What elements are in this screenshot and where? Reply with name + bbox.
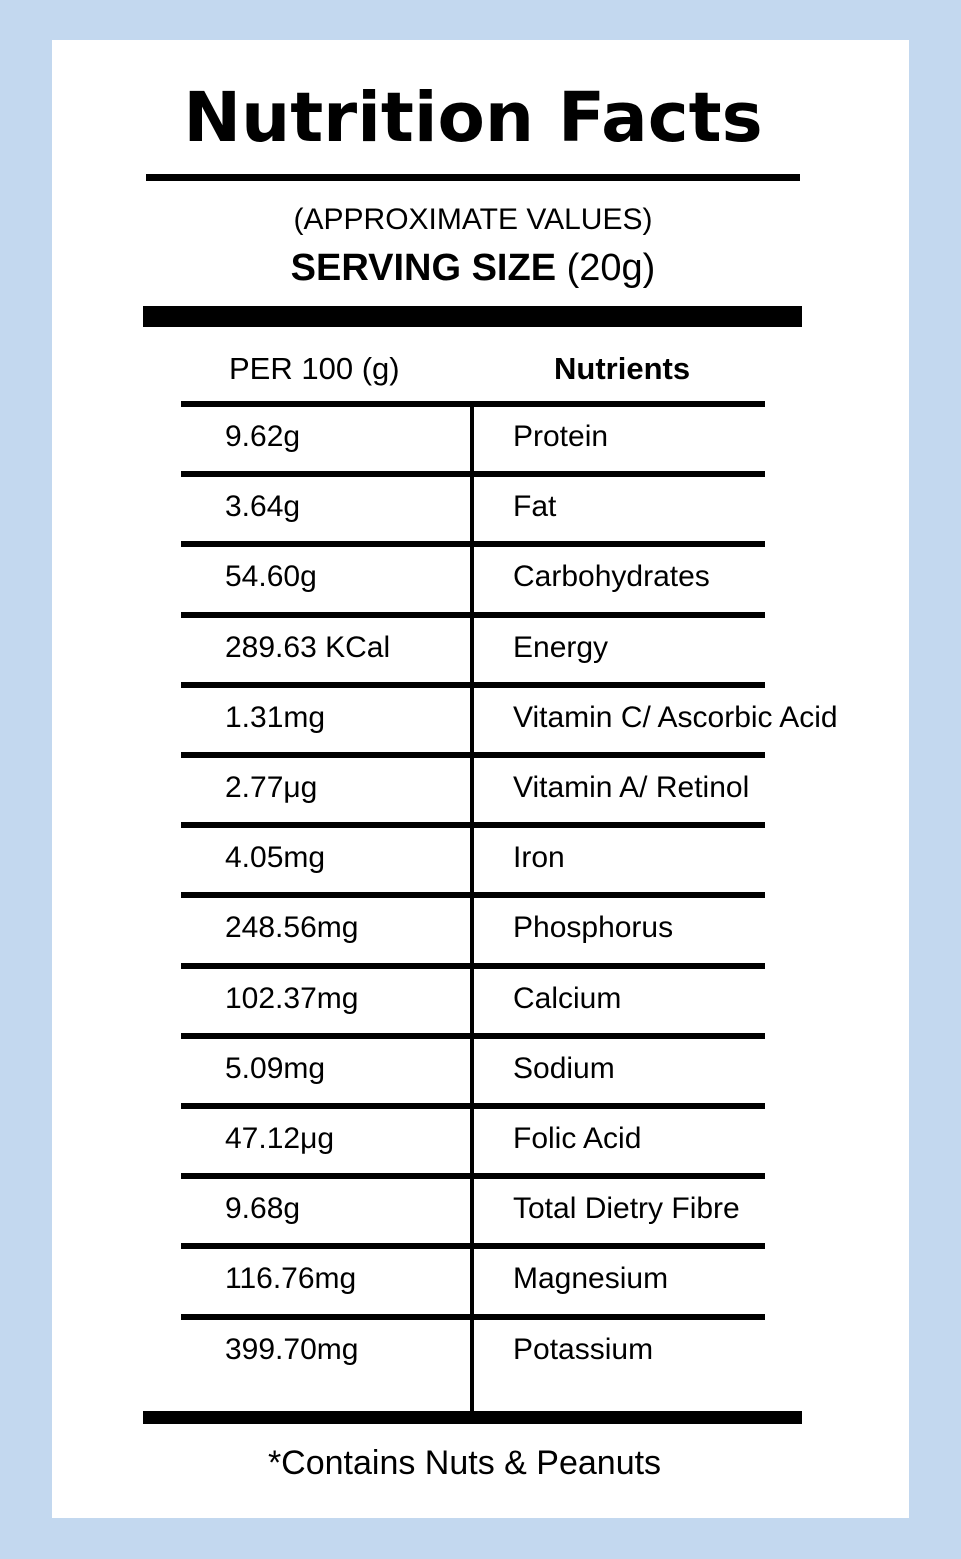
row-amount: 5.09mg (225, 1052, 326, 1085)
row-amount: 116.76mg (225, 1262, 357, 1295)
row-amount: 47.12μg (225, 1122, 335, 1155)
row-nutrient: Energy (513, 631, 609, 664)
row-nutrient: Vitamin A/ Retinol (513, 771, 750, 804)
bottom-rule (143, 1411, 802, 1424)
row-amount: 2.77μg (225, 771, 318, 804)
row-amount: 4.05mg (225, 841, 326, 874)
column-header-nutrient: Nutrients (554, 351, 691, 386)
column-header-amount: PER 100 (g) (229, 351, 400, 386)
serving-rule (143, 306, 802, 327)
row-amount: 289.63 KCal (225, 631, 391, 664)
allergen-note: *Contains Nuts & Peanuts (267, 1444, 662, 1482)
row-nutrient: Potassium (513, 1333, 654, 1366)
row-nutrient: Sodium (513, 1052, 615, 1085)
row-amount: 399.70mg (225, 1333, 359, 1366)
row-amount: 248.56mg (225, 911, 359, 944)
row-nutrient: Magnesium (513, 1262, 669, 1295)
row-nutrient: Phosphorus (513, 911, 674, 944)
row-nutrient: Folic Acid (513, 1122, 642, 1155)
serving-size-label: SERVING SIZE (290, 247, 557, 289)
row-nutrient: Vitamin C/ Ascorbic Acid (513, 701, 838, 734)
serving-size (0, 246, 946, 290)
title-rule (146, 174, 800, 181)
row-amount: 1.31mg (225, 701, 326, 734)
approximate-values-note: (APPROXIMATE VALUES) (293, 203, 653, 236)
row-nutrient: Iron (513, 841, 565, 874)
row-amount: 54.60g (225, 560, 317, 593)
row-nutrient: Protein (513, 420, 609, 453)
label-title: Nutrition Facts (183, 78, 763, 158)
row-amount: 9.68g (225, 1192, 301, 1225)
row-nutrient: Fat (513, 490, 557, 523)
row-amount: 3.64g (225, 490, 301, 523)
row-amount: 9.62g (225, 420, 301, 453)
row-nutrient: Calcium (513, 982, 622, 1015)
row-amount: 102.37mg (225, 982, 359, 1015)
column-divider (470, 404, 474, 1412)
serving-size-value: (20g) (566, 247, 656, 289)
row-nutrient: Total Dietry Fibre (513, 1192, 740, 1225)
row-nutrient: Carbohydrates (513, 560, 710, 593)
